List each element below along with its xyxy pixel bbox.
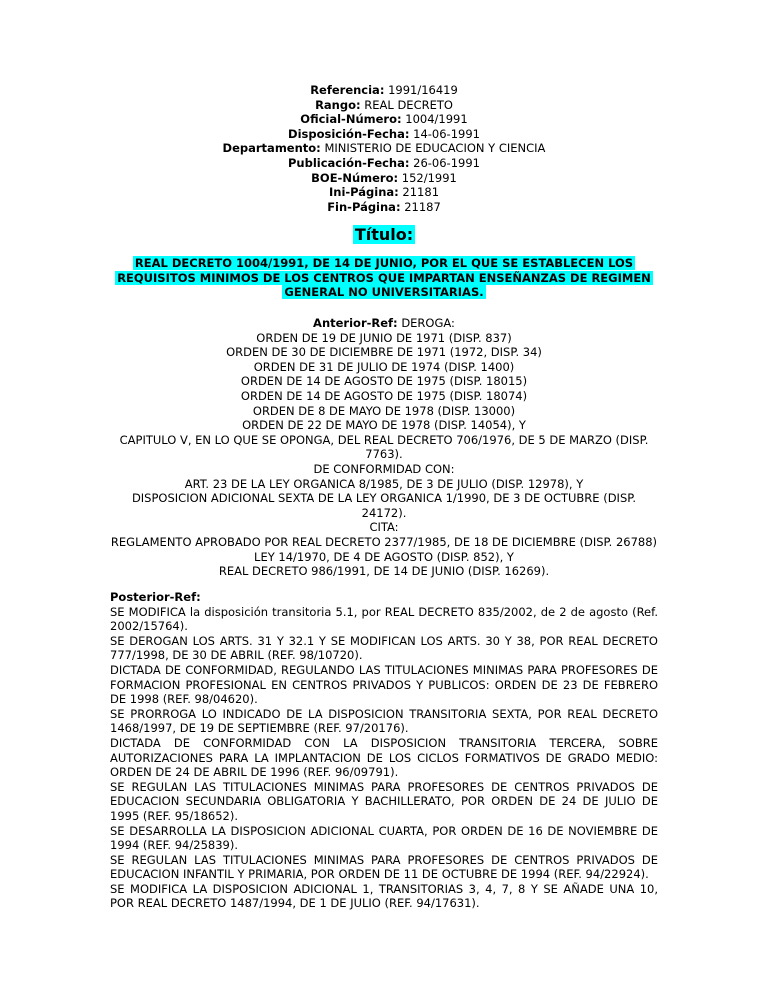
metadata-row-disposicion-fecha — [0, 127, 768, 142]
posterior-ref-entry: SE REGULAN LAS TITULACIONES MINIMAS PARA PROFESORES DE CENTROS PRIVADOS DE EDUCACION SECUNDARIA OBLIGATORIA Y BACHILLERATO, POR ORDEN DE 24 DE JULIO DE 1995 (REF. 95/18652). — [110, 779, 658, 823]
metadata-label: Ini-Página: — [328, 185, 399, 200]
metadata-row-boe-numero — [0, 171, 768, 186]
anterior-ref-line: CAPITULO V, EN LO QUE SE OPONGA, DEL REAL DECRETO 706/1976, DE 5 DE MARZO (DISP. 7763). — [119, 432, 649, 462]
titulo-body — [100, 256, 668, 300]
anterior-ref-line: CITA: — [369, 520, 399, 535]
metadata-block — [0, 83, 768, 214]
anterior-ref-line: LEY 14/1970, DE 4 DE AGOSTO (DISP. 852), Y — [254, 549, 514, 564]
anterior-ref-line: ART. 23 DE LA LEY ORGANICA 8/1985, DE 3 DE JULIO (DISP. 12978), Y — [184, 476, 584, 491]
metadata-value: 152/1991 — [401, 170, 457, 185]
metadata-value: 14-06-1991 — [413, 126, 480, 141]
posterior-ref-entry: SE REGULAN LAS TITULACIONES MINIMAS PARA PROFESORES DE CENTROS PRIVADOS DE EDUCACION INFANTIL Y PRIMARIA, POR ORDEN DE 11 DE OCTUBRE DE 1994 (REF. 94/22924). — [110, 852, 658, 882]
anterior-ref-line: ORDEN DE 31 DE JULIO DE 1974 (DISP. 1400) — [253, 359, 515, 374]
metadata-row-referencia — [0, 83, 768, 98]
posterior-ref-block — [110, 590, 658, 911]
posterior-ref-label: Posterior-Ref: — [110, 590, 201, 604]
metadata-label: Disposición-Fecha: — [288, 126, 410, 141]
anterior-ref-line: ORDEN DE 30 DE DICIEMBRE DE 1971 (1972, DISP. 34) — [226, 345, 542, 360]
anterior-ref-label: Anterior-Ref: — [313, 316, 398, 330]
metadata-label: Fin-Página: — [327, 199, 401, 214]
metadata-label: Publicación-Fecha: — [288, 155, 410, 170]
metadata-label: Oficial-Número: — [300, 112, 402, 127]
metadata-row-ini-pagina — [0, 185, 768, 200]
anterior-ref-block — [110, 316, 658, 579]
anterior-ref-line: ORDEN DE 14 DE AGOSTO DE 1975 (DISP. 18015) — [240, 374, 528, 389]
anterior-ref-first: DEROGA: — [401, 316, 455, 330]
posterior-ref-entry: SE MODIFICA la disposición transitoria 5.1, por REAL DECRETO 835/2002, de 2 de agosto (Ref. 2002/15764). — [110, 604, 658, 634]
anterior-ref-line: DE CONFORMIDAD CON: — [313, 461, 455, 476]
anterior-ref-line: DISPOSICION ADICIONAL SEXTA DE LA LEY ORGANICA 1/1990, DE 3 DE OCTUBRE (DISP. 24172). — [131, 491, 637, 520]
metadata-value: REAL DECRETO — [364, 97, 453, 112]
metadata-row-publicacion-fecha — [0, 156, 768, 171]
anterior-ref-line: ORDEN DE 8 DE MAYO DE 1978 (DISP. 13000) — [252, 403, 516, 418]
anterior-ref-line: REAL DECRETO 986/1991, DE 14 DE JUNIO (DISP. 16269). — [218, 564, 550, 579]
metadata-value: MINISTERIO DE EDUCACION Y CIENCIA — [324, 141, 546, 156]
metadata-row-oficial-numero — [0, 112, 768, 127]
metadata-row-rango — [0, 98, 768, 113]
posterior-ref-entry: DICTADA DE CONFORMIDAD, REGULANDO LAS TITULACIONES MINIMAS PARA PROFESORES DE FORMACION PROFESIONAL EN CENTROS PRIVADOS Y PUBLICOS: ORDEN DE 23 DE FEBRERO DE 1998 (REF. 98/04620). — [110, 662, 658, 707]
metadata-value: 26-06-1991 — [413, 155, 480, 170]
posterior-ref-entry: SE DEROGAN LOS ARTS. 31 Y 32.1 Y SE MODIFICAN LOS ARTS. 30 Y 38, POR REAL DECRETO 777/1998, DE 30 DE ABRIL (REF. 98/10720). — [110, 633, 658, 663]
posterior-ref-entry: SE PRORROGA LO INDICADO DE LA DISPOSICION TRANSITORIA SEXTA, POR REAL DECRETO 1468/1997, DE 19 DE SEPTIEMBRE (REF. 97/20176). — [110, 706, 658, 736]
posterior-ref-entry: SE DESARROLLA LA DISPOSICION ADICIONAL CUARTA, POR ORDEN DE 16 DE NOVIEMBRE DE 1994 (REF. 94/25839). — [110, 823, 658, 853]
anterior-ref-line: ORDEN DE 14 DE AGOSTO DE 1975 (DISP. 18074) — [240, 388, 528, 403]
metadata-value: 21181 — [402, 185, 440, 200]
metadata-label: BOE-Número: — [311, 170, 399, 185]
metadata-label: Rango: — [315, 97, 361, 112]
posterior-ref-entry: DICTADA DE CONFORMIDAD CON LA DISPOSICION TRANSITORIA TERCERA, SOBRE AUTORIZACIONES PARA LA IMPLANTACION DE LOS CICLOS FORMATIVOS DE GRADO MEDIO: ORDEN DE 24 DE ABRIL DE 1996 (REF. 96/09791). — [110, 735, 658, 780]
metadata-label: Departamento: — [222, 141, 321, 156]
anterior-ref-first-line — [110, 316, 658, 331]
metadata-label: Referencia: — [310, 83, 385, 97]
titulo-heading — [0, 225, 768, 245]
titulo-body-text: REAL DECRETO 1004/1991, DE 14 DE JUNIO, POR EL QUE SE ESTABLECEN LOS REQUISITOS MINIMOS DE LOS CENTROS QUE IMPARTAN ENSEÑANZAS DE REGIMEN GENERAL NO UNIVERSITARIAS. — [117, 256, 651, 300]
posterior-ref-entry: SE MODIFICA LA DISPOSICION ADICIONAL 1, TRANSITORIAS 3, 4, 7, 8 Y SE AÑADE UNA 10, POR REAL DECRETO 1487/1994, DE 1 DE JULIO (REF. 94/17631). — [110, 881, 658, 911]
titulo-heading-label: Título: — [354, 225, 414, 244]
metadata-value: 21187 — [404, 199, 441, 214]
metadata-value: 1991/16419 — [388, 83, 458, 97]
anterior-ref-line: REGLAMENTO APROBADO POR REAL DECRETO 2377/1985, DE 18 DE DICIEMBRE (DISP. 26788) — [110, 534, 658, 549]
anterior-ref-line: ORDEN DE 19 DE JUNIO DE 1971 (DISP. 837) — [256, 330, 512, 345]
metadata-value: 1004/1991 — [405, 112, 468, 127]
metadata-row-departamento — [0, 141, 768, 156]
metadata-row-fin-pagina — [0, 200, 768, 215]
anterior-ref-line: ORDEN DE 22 DE MAYO DE 1978 (DISP. 14054), Y — [242, 418, 526, 433]
